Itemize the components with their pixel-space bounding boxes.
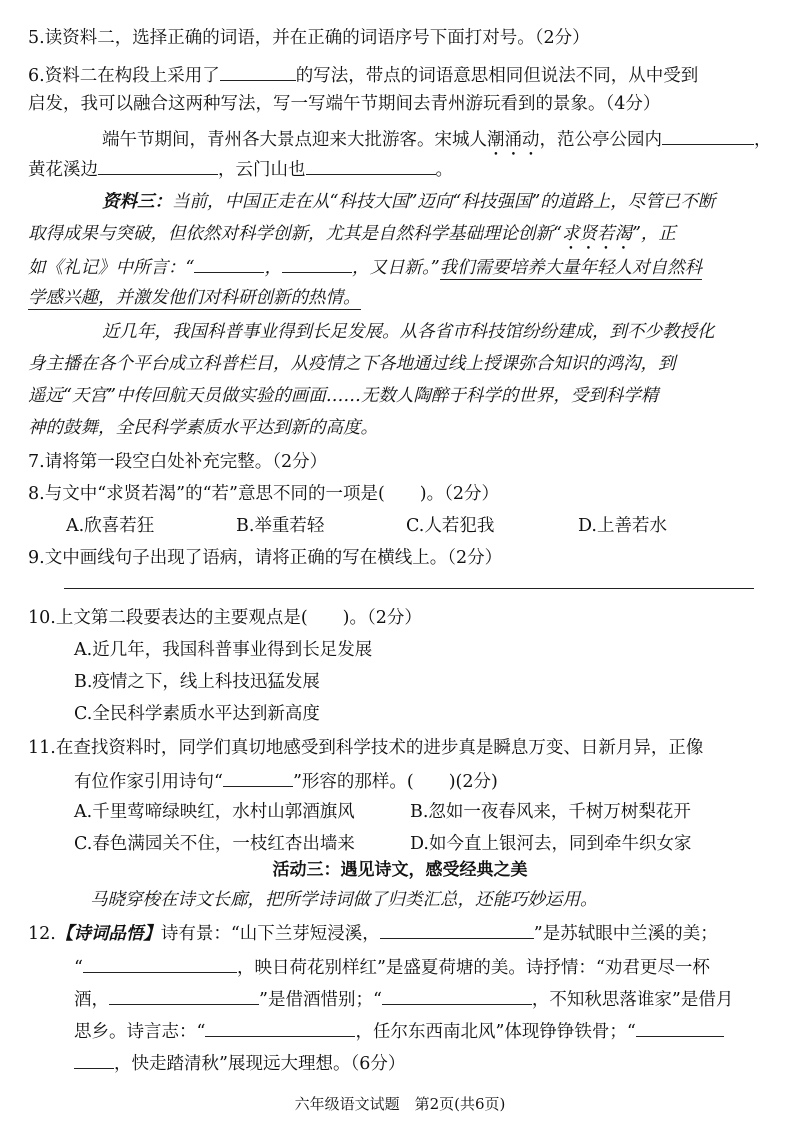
q12-text-4a: 思乡。诗言志：“ xyxy=(74,1022,206,1042)
question-5: 5.读资料二，选择正确的词语，并在正确的词语序号下面打对号。（2分） xyxy=(28,28,590,48)
q12-text-2a: “ xyxy=(74,958,83,978)
q6-blank-mountain[interactable] xyxy=(306,156,436,175)
q12-text-3c: ，不知秋思落谁家”是借月 xyxy=(531,990,734,1010)
material-3-para-2-line-2: 身主播在各个平台成立科普栏目，从疫情之下各地通过线上授课弥合知识的鸿沟，到 xyxy=(28,354,676,374)
material-3-text-1: 当前，中国正走在从“科技大国”迈向“科技强国”的道路上，尽管已不断 xyxy=(172,192,716,212)
question-10-stem: 10.上文第二段要表达的主要观点是( )。（2分） xyxy=(28,608,422,628)
q11-option-b[interactable]: B.忽如一夜春风来，千树万树梨花开 xyxy=(410,802,691,822)
q12-text-3b: ”是借酒惜别；“ xyxy=(259,990,382,1010)
q12-number: 12. xyxy=(28,924,56,944)
q10-option-c[interactable]: C.全民科学素质水平达到新高度 xyxy=(74,704,320,724)
material-3-text-3c: ，又日新。” xyxy=(351,258,440,278)
q10-option-a[interactable]: A.近几年，我国科普事业得到长足发展 xyxy=(74,640,373,660)
q11-blank-poem[interactable] xyxy=(223,768,293,787)
question-6-line-3 xyxy=(102,126,772,160)
material-3-text-3b: ， xyxy=(264,258,282,278)
q6-text-b: 的写法，带点的词语意思相同但说法不同，从中受到 xyxy=(295,66,699,86)
material-3-underlined-2: 学感兴趣，并激发他们对科研创新的热情。 xyxy=(28,288,361,308)
q12-tag: 【诗词品悟】 xyxy=(55,924,161,944)
material-3-underlined-1: 我们需要培养大量年轻人对自然科 xyxy=(439,258,703,278)
q6-blank-stream[interactable] xyxy=(98,156,218,175)
q6-text-d3: ， xyxy=(754,130,772,150)
q11-option-d[interactable]: D.如今直上银河去，同到牵牛织女家 xyxy=(410,834,692,854)
question-12-line-5 xyxy=(74,1050,405,1076)
question-6-line-2: 启发，我可以融合这两种写法，写一写端午节期间去青州游玩看到的景象。（4分） xyxy=(28,94,661,114)
material-3-title: 资料三： xyxy=(102,192,172,212)
question-12-line-1 xyxy=(28,920,718,946)
question-6-line-1 xyxy=(28,62,698,88)
material-3-line-1 xyxy=(102,190,715,214)
activity-3-title: 活动三：遇见诗文，感受经典之美 xyxy=(272,860,528,880)
q8-option-b[interactable]: B.举重若轻 xyxy=(236,516,325,536)
m3-blank-1[interactable] xyxy=(194,254,264,273)
material-3-line-3 xyxy=(28,254,702,280)
q12-text-2b: ，映日荷花别样红”是盛夏荷塘的美。诗抒情：“劝君更尽一杯 xyxy=(236,958,710,978)
question-12-line-4 xyxy=(74,1018,724,1044)
q11-option-a[interactable]: A.千里莺啼绿映红，水村山郭酒旗风 xyxy=(74,802,355,822)
q8-option-a[interactable]: A.欣喜若狂 xyxy=(66,516,155,536)
q12-text-5a: ，快走踏清秋”展现远大理想。（6分） xyxy=(114,1054,406,1074)
q12-blank-2[interactable] xyxy=(83,954,237,973)
q6-text-a: 6.资料二在构段上采用了 xyxy=(28,66,220,86)
question-7: 7.请将第一段空白处补充完整。（2分） xyxy=(28,452,328,472)
question-11-line-2 xyxy=(74,768,498,794)
q12-text-1b: 诗有景：“山下兰芽短浸溪， xyxy=(160,924,380,944)
material-3-dotted-word: 求贤若渴 xyxy=(561,224,632,244)
material-3-text-2a: 取得成果与突破，但依然对科学创新，尤其是自然科学基础理论创新“ xyxy=(28,224,562,244)
q12-blank-5[interactable] xyxy=(205,1018,355,1037)
q12-text-4b: ，任尔东西南北风”体现铮铮铁骨；“ xyxy=(355,1022,636,1042)
q12-blank-1[interactable] xyxy=(380,920,534,939)
q6-text-e3: 。 xyxy=(435,160,453,180)
q11-text-b: ”形容的那样。( )(2分) xyxy=(292,772,498,792)
q11-option-c[interactable]: C.春色满园关不住，一枝红杏出墙来 xyxy=(74,834,355,854)
q12-blank-6[interactable] xyxy=(636,1018,724,1037)
q6-text-e1: 黄花溪边 xyxy=(28,160,98,180)
material-3-para-2-line-1: 近几年，我国科普事业得到长足发展。从各省市科技馆纷纷建成，到不少教授化 xyxy=(102,322,715,342)
q6-text-d1: 端午节期间，青州各大景点迎来大批游客。宋城人 xyxy=(102,130,487,150)
q12-blank-3[interactable] xyxy=(109,986,259,1005)
question-11-line-1: 11.在查找资料时，同学们真切地感受到科学技术的进步真是瞬息万变、日新月异，正像 xyxy=(28,738,704,758)
material-3-para-2-line-4: 神的鼓舞，全民科学素质水平达到新的高度。 xyxy=(28,418,378,438)
q8-option-c[interactable]: C.人若犯我 xyxy=(406,516,495,536)
q12-text-1c: ”是苏轼眼中兰溪的美； xyxy=(533,924,718,944)
material-3-line-4 xyxy=(28,286,361,310)
q12-blank-6-cont[interactable] xyxy=(74,1050,114,1069)
q12-text-3a: 酒， xyxy=(74,990,109,1010)
question-9: 9.文中画线句子出现了语病，请将正确的写在横线上。（2分） xyxy=(28,548,503,568)
q10-option-b[interactable]: B.疫情之下，线上科技迅猛发展 xyxy=(74,672,320,692)
material-3-para-2-line-3: 遥远“天宫”中传回航天员做实验的画面……无数人陶醉于科学的世界，受到科学精 xyxy=(28,386,659,406)
question-6-line-4 xyxy=(28,156,453,182)
q11-text-a: 有位作家引用诗句“ xyxy=(74,772,223,792)
question-12-line-2 xyxy=(74,954,710,980)
m3-blank-2[interactable] xyxy=(282,254,352,273)
material-3-line-2 xyxy=(28,222,676,254)
q6-text-e2: ，云门山也 xyxy=(218,160,306,180)
q6-text-d2: ，范公亭公园内 xyxy=(539,130,662,150)
material-3-text-3a: 如《礼记》中所言：“ xyxy=(28,258,195,278)
q6-blank-method[interactable] xyxy=(220,62,296,81)
activity-3-intro: 马晓穿梭在诗文长廊，把所学诗词做了归类汇总，还能巧妙运用。 xyxy=(90,890,598,910)
q12-blank-4[interactable] xyxy=(382,986,532,1005)
question-8-stem: 8.与文中“求贤若渴”的“若”意思不同的一项是( )。（2分） xyxy=(28,484,500,504)
question-12-line-3 xyxy=(74,986,733,1012)
q6-dotted-word: 潮涌动 xyxy=(487,130,540,150)
q6-blank-park[interactable] xyxy=(662,126,754,145)
page-footer: 六年级语文试题 第2页(共6页) xyxy=(294,1095,506,1113)
q8-option-d[interactable]: D.上善若水 xyxy=(578,516,667,536)
material-3-text-2b: ”，正 xyxy=(631,224,676,244)
q9-answer-line[interactable] xyxy=(64,588,754,589)
